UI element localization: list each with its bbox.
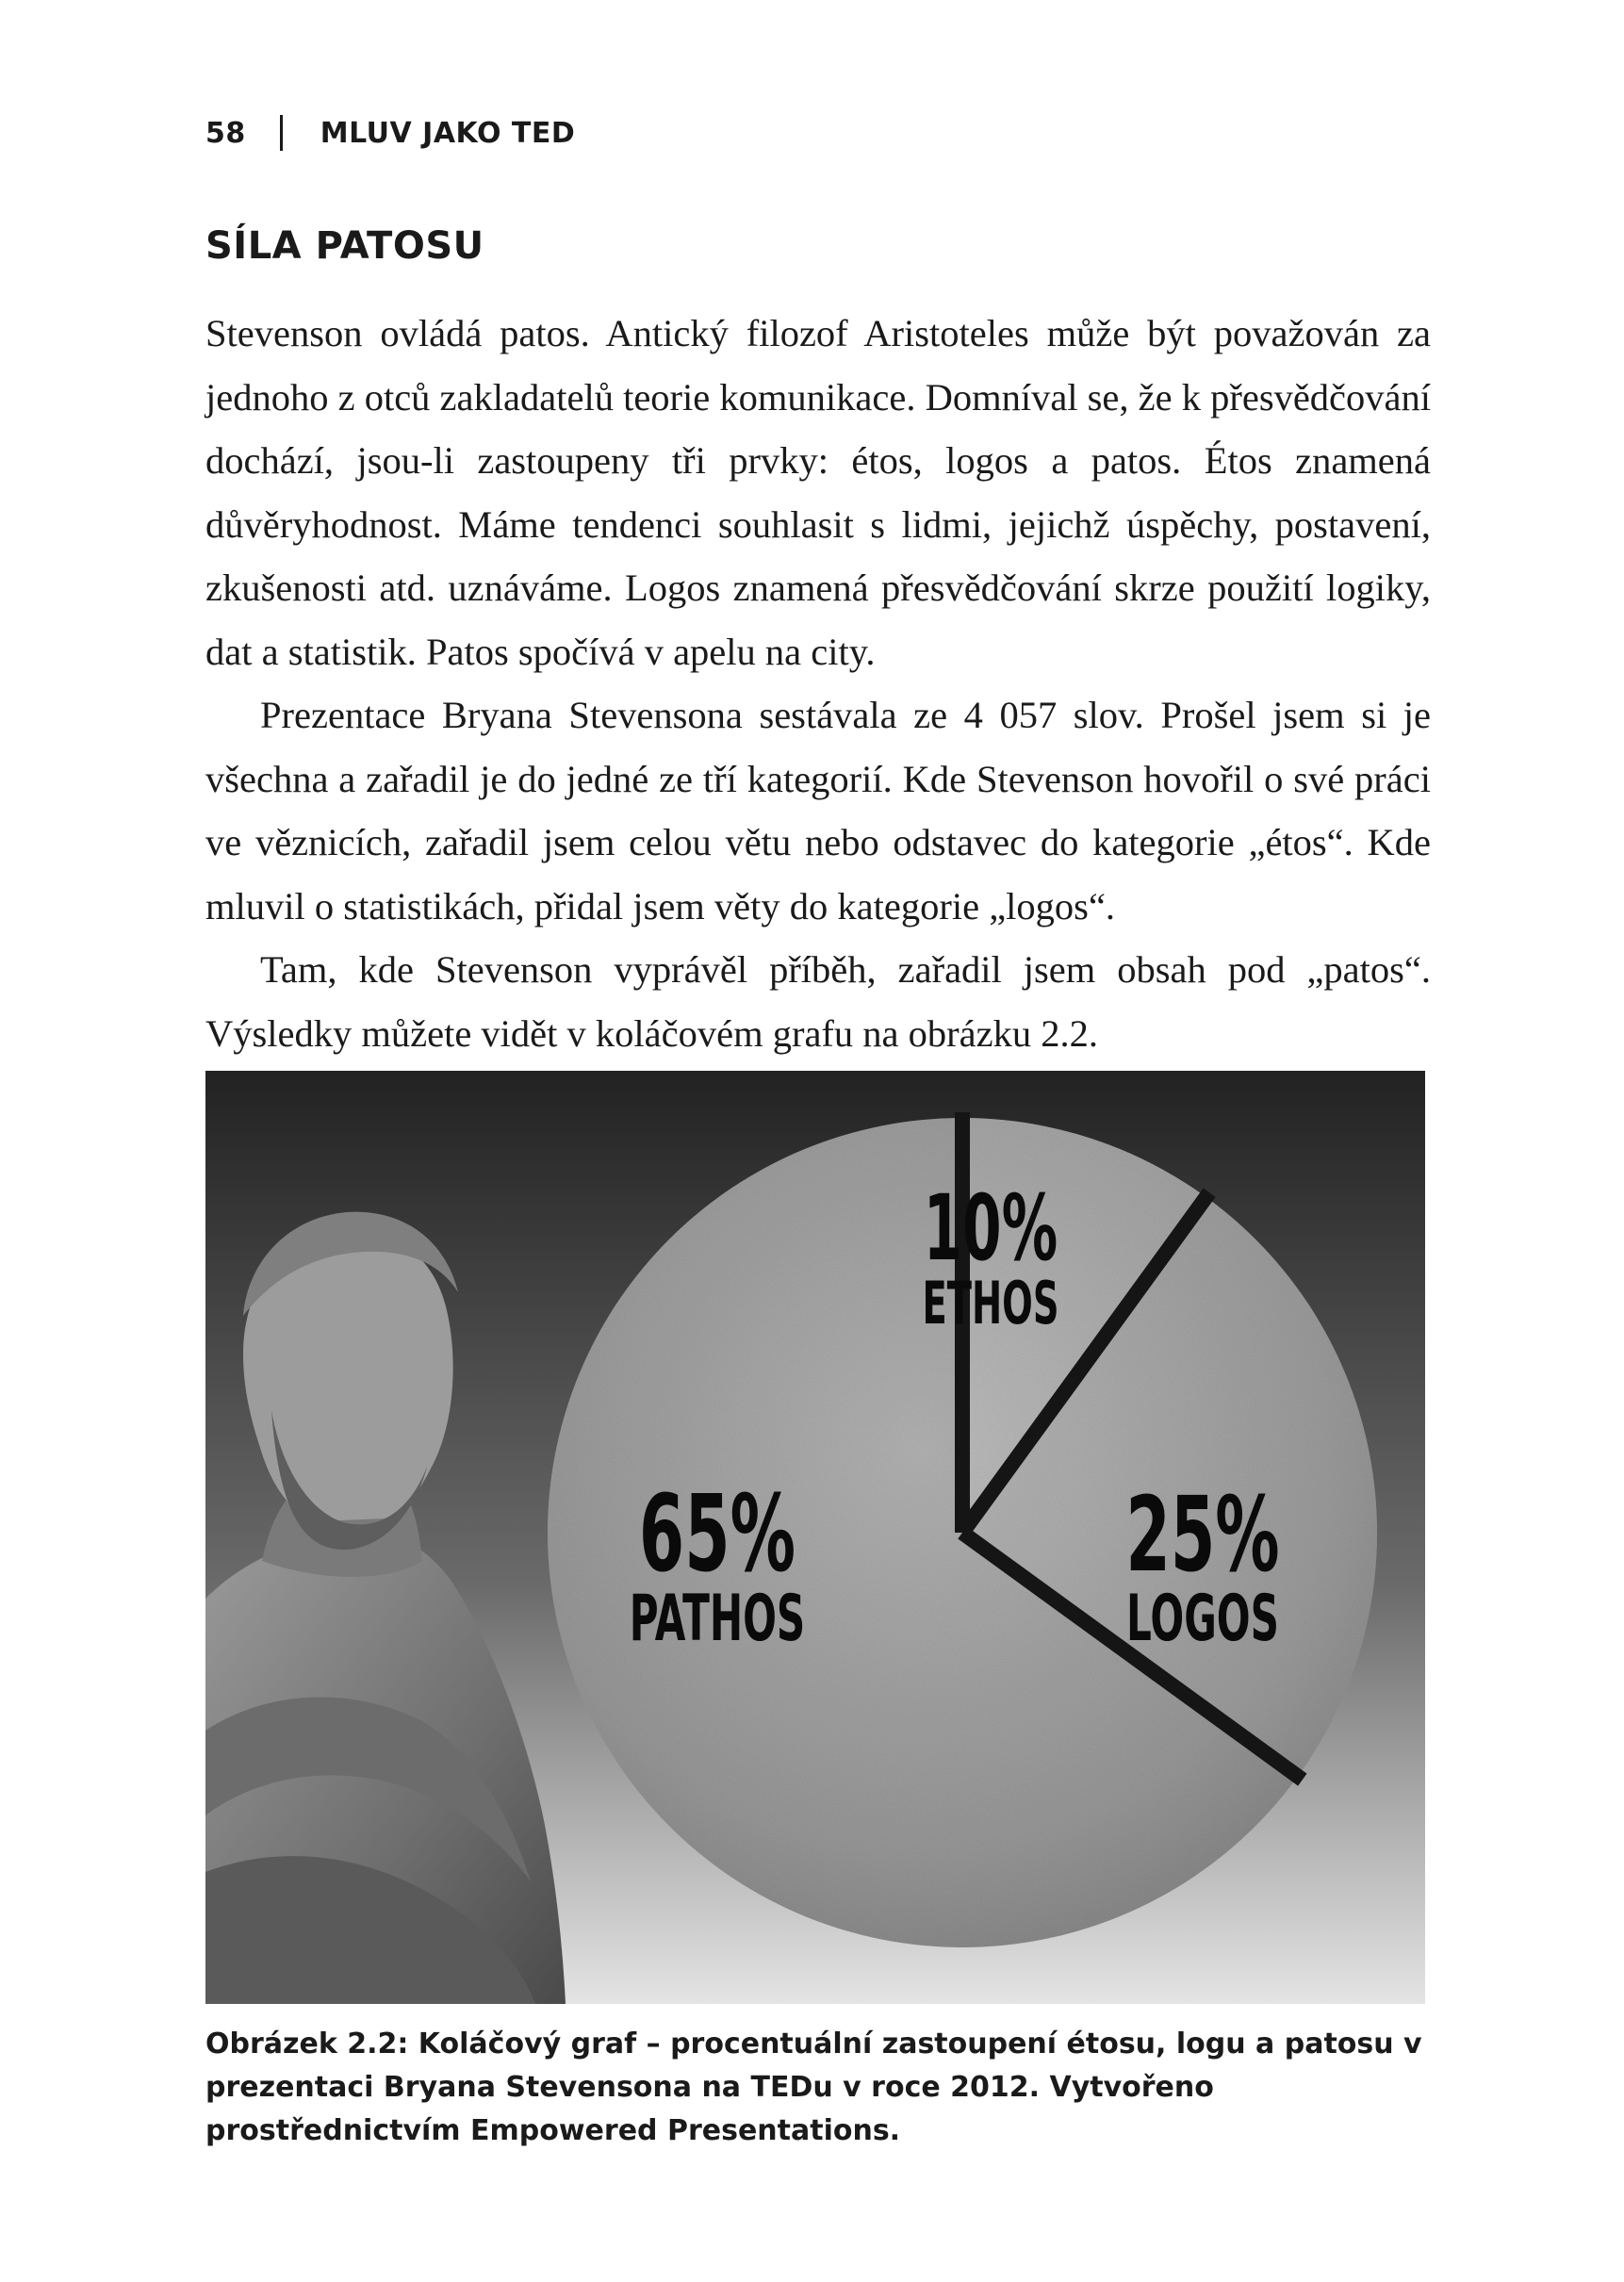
pie-chart-figure xyxy=(205,1071,1425,2004)
pie-label-name-logos: LOGOS xyxy=(1126,1581,1279,1656)
pie-label-value-logos: 25% xyxy=(1125,1473,1280,1596)
book-title: MLUV JAKO TED xyxy=(320,116,576,150)
running-head xyxy=(205,111,575,155)
paragraph: Tam, kde Stevenson vyprávěl příběh, zařadil jsem obsah pod „patos“. Výsledky můžete vidět v koláčovém grafu na obrázku 2.2. xyxy=(205,948,1431,1055)
page-number: 58 xyxy=(205,116,246,150)
pie-label-value-ethos: 10% xyxy=(923,1175,1058,1281)
paragraph: Prezentace Bryana Stevensona sestávala ze 4 057 slov. Prošel jsem si je všechna a zařadil je do jedné ze tří kategorií. Kde Stevenson hovořil o své práci ve věznicích, zařadil jsem celou větu nebo odstavec do kategorie „étos“. Kde mluvil o statistikách, přidal jsem věty do kategorie „logos“. xyxy=(205,694,1431,928)
pie-label-name-pathos: PATHOS xyxy=(629,1581,806,1656)
paragraph: Stevenson ovládá patos. Antický filozof Aristoteles může být považován za jednoho z otců zakladatelů teorie komunikace. Domníval se, že k přesvědčování dochází, jsou-li zastoupeny tři prvky: étos, logos a patos. Étos znamená důvěryhodnost. Máme tendenci souhlasit s lidmi, jejichž úspěchy, postavení, zkušenosti atd. uznáváme. Logos znamená přesvědčování skrze použití logiky, dat a statistik. Patos spočívá v apelu na city. xyxy=(205,312,1432,673)
pie-chart xyxy=(205,1071,1425,2004)
pie-label-value-pathos: 65% xyxy=(638,1472,796,1596)
pie-label-name-ethos: ETHOS xyxy=(922,1270,1059,1338)
header-separator xyxy=(280,115,283,151)
section-title: SÍLA PATOSU xyxy=(205,224,484,268)
figure-caption: Obrázek 2.2: Koláčový graf – procentuální zastoupení étosu, logu a patosu v prezentaci Bryana Stevensona na TEDu v roce 2012. Vytvořeno prostřednictvím Empowered Presentations. xyxy=(205,2028,1422,2147)
body-text xyxy=(205,302,1431,1065)
